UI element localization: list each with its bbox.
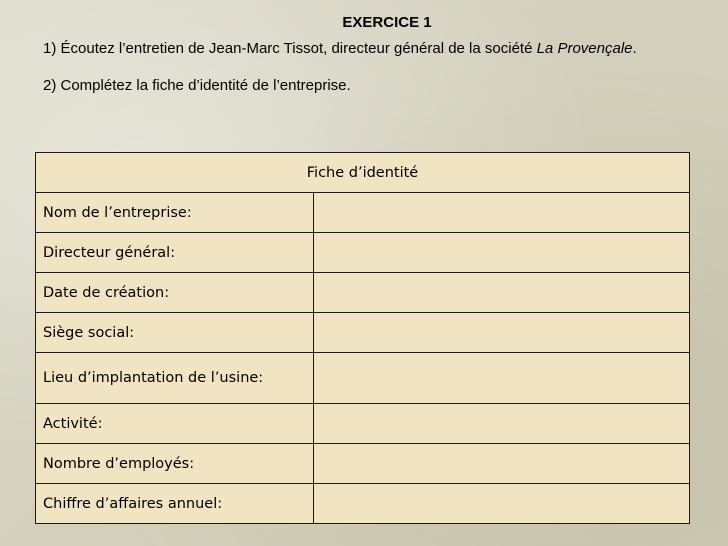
answer-cell-factory-location[interactable] xyxy=(314,353,690,404)
instruction-1-text: 1) Écoutez l’entretien de Jean-Marc Tissot, directeur général de la société xyxy=(43,40,537,57)
answer-cell-company-name[interactable] xyxy=(314,193,690,233)
answer-cell-creation-date[interactable] xyxy=(314,273,690,313)
table-row xyxy=(36,404,690,444)
row-label-employees: Nombre d’employés: xyxy=(36,444,314,484)
table-row xyxy=(36,273,690,313)
table-row xyxy=(36,193,690,233)
row-label-company-name: Nom de l’entreprise: xyxy=(36,193,314,233)
instruction-1-end: . xyxy=(632,40,637,57)
row-label-revenue: Chiffre d’affaires annuel: xyxy=(36,484,314,524)
table-row xyxy=(36,484,690,524)
answer-cell-employees[interactable] xyxy=(314,444,690,484)
instructions xyxy=(43,40,693,95)
exercise-title: EXERCICE 1 xyxy=(342,14,432,31)
row-label-factory-location: Lieu d’implantation de l’usine: xyxy=(36,353,314,404)
answer-cell-revenue[interactable] xyxy=(314,484,690,524)
answer-cell-director[interactable] xyxy=(314,233,690,273)
instruction-1 xyxy=(43,40,693,58)
instruction-2: 2) Complétez la fiche d’identité de l’entreprise. xyxy=(43,77,351,94)
table-row xyxy=(36,444,690,484)
row-label-activity: Activité: xyxy=(36,404,314,444)
company-name: La Provençale xyxy=(536,40,633,57)
identity-card-table xyxy=(35,152,690,524)
answer-cell-headquarters[interactable] xyxy=(314,313,690,353)
answer-cell-activity[interactable] xyxy=(314,404,690,444)
row-label-headquarters: Siège social: xyxy=(36,313,314,353)
row-label-director: Directeur général: xyxy=(36,233,314,273)
table-row xyxy=(36,233,690,273)
row-label-creation-date: Date de création: xyxy=(36,273,314,313)
table-header: Fiche d’identité xyxy=(36,153,690,193)
table-row xyxy=(36,353,690,404)
table-header-row xyxy=(36,153,690,193)
table-row xyxy=(36,313,690,353)
